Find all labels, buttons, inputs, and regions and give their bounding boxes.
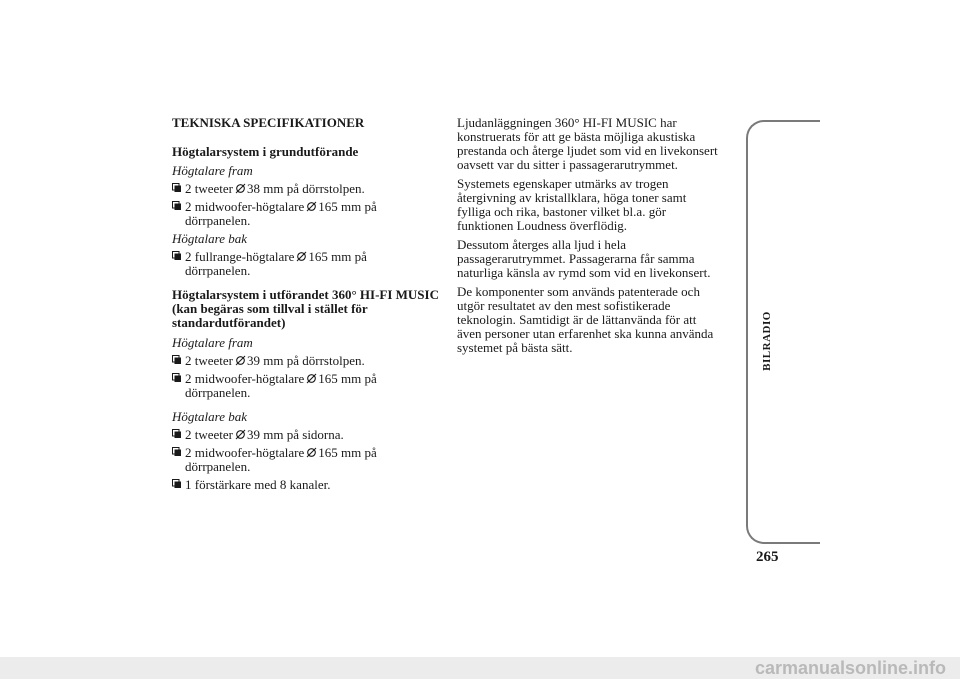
checkbox-bullet-icon xyxy=(172,183,181,192)
list-item: 2 tweeter 38 mm på dörrstolpen. xyxy=(172,182,450,196)
subheading-standard: Högtalarsystem i grundutförande xyxy=(172,144,359,159)
list-item: 2 tweeter 39 mm på dörrstolpen. xyxy=(172,354,450,368)
page-number: 265 xyxy=(756,549,779,565)
group-label-front: Högtalare fram xyxy=(172,335,253,350)
checkbox-bullet-icon xyxy=(172,429,181,438)
subheading-hifi: Högtalarsystem i utförandet 360° HI-FI MUSIC (kan begäras som tillval i stället för standardutförandet) xyxy=(172,287,439,330)
left-column xyxy=(172,116,450,496)
chapter-tab-label: BILRADIO xyxy=(761,311,773,371)
list-item: 2 midwoofer-högtalare 165 mm på dörrpanelen. xyxy=(172,200,450,228)
group-label-rear: Högtalare bak xyxy=(172,231,247,246)
diameter-icon xyxy=(306,373,317,384)
checkbox-bullet-icon xyxy=(172,447,181,456)
group-label-rear: Högtalare bak xyxy=(172,409,247,424)
diameter-icon xyxy=(235,183,246,194)
section-heading: TEKNISKA SPECIFIKATIONER xyxy=(172,115,365,130)
footer-watermark: carmanualsonline.info xyxy=(0,657,960,679)
checkbox-bullet-icon xyxy=(172,479,181,488)
paragraph: Ljudanläggningen 360° HI-FI MUSIC har konstruerats för att ge bästa möjliga akustiska prestanda och återge ljudet som vid en livekonsert oavsett var du sitter i passagerarutrymmet. xyxy=(457,115,718,172)
checkbox-bullet-icon xyxy=(172,251,181,260)
list-item: 2 midwoofer-högtalare 165 mm på dörrpanelen. xyxy=(172,446,450,474)
list-item: 2 tweeter 39 mm på sidorna. xyxy=(172,428,450,442)
right-column xyxy=(457,116,742,360)
paragraph: De komponenter som används patenterade och utgör resultatet av den mest sofistikerade teknologin. Samtidigt är de lättanvända för att även personer utan erfarenhet ska kunna använda systemet på bästa sätt. xyxy=(457,284,714,355)
list-item: 2 midwoofer-högtalare 165 mm på dörrpanelen. xyxy=(172,372,450,400)
checkbox-bullet-icon xyxy=(172,355,181,364)
diameter-icon xyxy=(235,429,246,440)
diameter-icon xyxy=(306,201,317,212)
checkbox-bullet-icon xyxy=(172,201,181,210)
diameter-icon xyxy=(235,355,246,366)
checkbox-bullet-icon xyxy=(172,373,181,382)
diameter-icon xyxy=(306,447,317,458)
group-label-front: Högtalare fram xyxy=(172,163,253,178)
paragraph: Dessutom återges alla ljud i hela passagerarutrymmet. Passagerarna får samma naturliga känsla av rymd som vid en livekonsert. xyxy=(457,237,711,280)
list-item: 1 förstärkare med 8 kanaler. xyxy=(172,478,450,492)
diameter-icon xyxy=(296,251,307,262)
paragraph: Systemets egenskaper utmärks av trogen återgivning av kristallklara, höga toner samt fylliga och rika, bastoner vilket bl.a. gör funktionen Loudness överflödig. xyxy=(457,176,687,233)
list-item: 2 fullrange-högtalare 165 mm på dörrpanelen. xyxy=(172,250,450,278)
